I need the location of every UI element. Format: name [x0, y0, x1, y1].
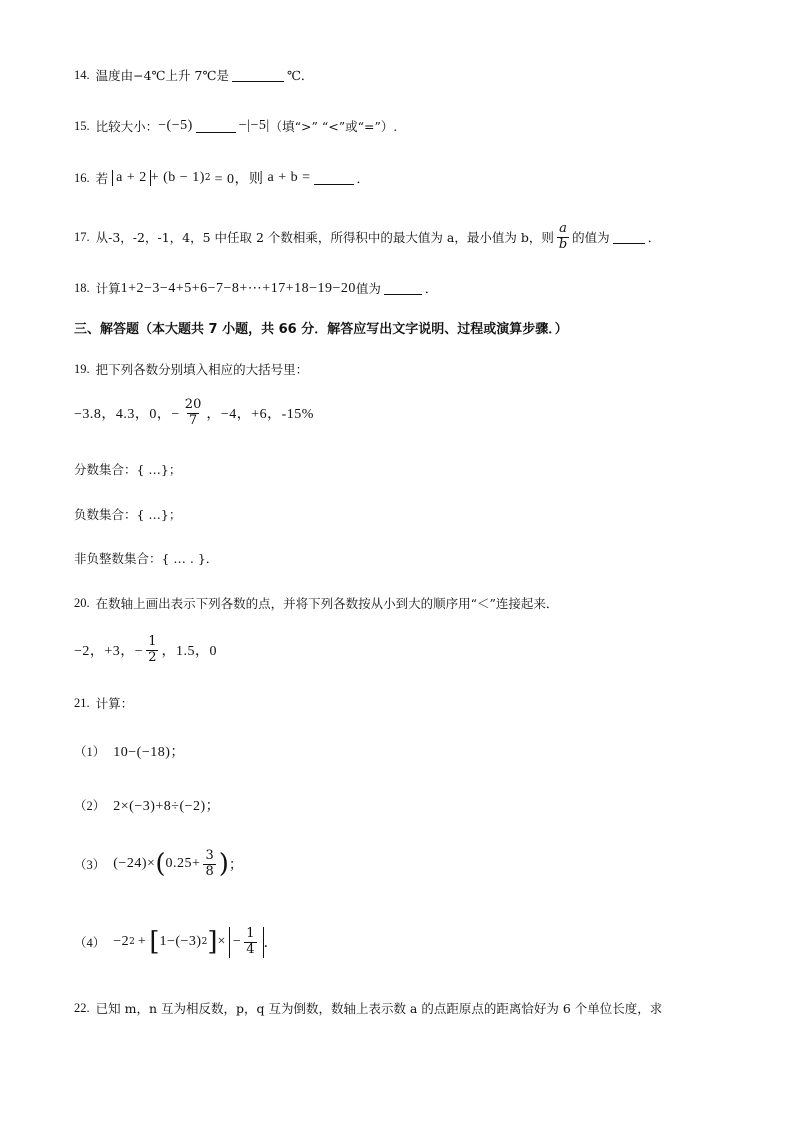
fraction-denominator: 7	[188, 412, 198, 428]
question-number: 21.	[74, 695, 90, 710]
question-text: 温度由−4℃上升 7℃是	[95, 68, 229, 83]
fraction	[183, 398, 204, 429]
question-text: 计算	[95, 281, 121, 296]
math-expression: ×	[217, 934, 226, 950]
math-expression: −3.8，4.3，0，−	[74, 407, 180, 423]
sub-question-3	[74, 849, 243, 880]
fraction-numerator: 3	[205, 848, 214, 863]
fraction-denominator: b	[558, 236, 568, 252]
math-expression: −2，+3，−	[74, 644, 144, 660]
math-expression: ．	[263, 936, 279, 952]
fraction	[146, 635, 158, 666]
question-text: 已知 m，n 互为相反数，p，q 互为倒数，数轴上表示数 a 的点距原点的距离恰好为 6 个单位长度，求	[95, 1001, 663, 1016]
math-expression: 10−(−18)；	[113, 745, 185, 760]
question-20	[74, 594, 558, 612]
answer-blank[interactable]	[384, 282, 422, 295]
sub-question-2	[74, 795, 220, 815]
question-text: ．	[647, 230, 661, 246]
question-text: 若	[95, 171, 109, 186]
left-paren-glyph: (	[155, 849, 166, 880]
question-number: 16.	[74, 170, 90, 185]
math-expression: 1−(−3)	[159, 934, 202, 950]
right-paren-glyph: )	[218, 849, 229, 880]
question-18	[74, 279, 437, 297]
math-expression: 2×(−3)+8÷(−2)；	[113, 799, 221, 814]
question-number: 15.	[74, 118, 90, 133]
question-22	[74, 999, 662, 1017]
answer-blank[interactable]	[314, 172, 354, 185]
number-list	[74, 398, 314, 429]
question-number: 20.	[74, 595, 90, 610]
question-text: 在数轴上画出表示下列各数的点，并将下列各数按从小到大的顺序用“＜”连接起来．	[95, 596, 559, 611]
fraction-numerator: 1	[246, 926, 255, 941]
left-bracket-glyph: [	[149, 927, 160, 958]
math-expression: −	[232, 934, 242, 950]
question-number: 19.	[74, 361, 90, 376]
math-expression: a + b =	[267, 170, 311, 185]
math-expression: ；	[228, 858, 244, 874]
math-expression: ，−4，+6，-15%	[206, 407, 314, 423]
sub-question-label: （4）	[74, 936, 106, 951]
math-expression: + (b − 1)	[150, 170, 205, 185]
question-number: 17.	[74, 229, 90, 244]
fraction	[244, 927, 256, 958]
sub-question-label: （2）	[74, 799, 106, 813]
fraction-set: 分数集合：{ …}；	[74, 462, 182, 477]
fraction-numerator: a	[559, 221, 567, 236]
question-text: 的值为	[572, 230, 610, 246]
question-17	[74, 222, 660, 253]
fraction-denominator: 8	[205, 863, 214, 879]
fraction-numerator: 20	[184, 397, 202, 412]
sub-question-label: （1）	[74, 745, 106, 759]
sub-question-1	[74, 741, 185, 761]
negative-set: 负数集合：{ …}；	[74, 507, 182, 522]
fraction	[203, 849, 215, 880]
question-text: （填“>” “<”或“=”）.	[269, 119, 398, 134]
answer-blank[interactable]	[613, 231, 645, 244]
sub-question-4	[74, 927, 278, 958]
question-text: ．	[424, 281, 438, 296]
question-19	[74, 360, 308, 378]
question-text: 比较大小：	[95, 119, 159, 134]
question-text: 把下列各数分别填入相应的大括号里：	[95, 362, 309, 377]
answer-blank[interactable]	[232, 69, 284, 82]
question-number: 22.	[74, 1000, 90, 1015]
math-expression: +	[137, 934, 147, 950]
sub-question-label: （3）	[74, 858, 106, 873]
question-text: ℃．	[286, 68, 314, 83]
question-15	[74, 117, 397, 135]
section-heading: 三、解答题（本大题共 7 小题，共 66 分．解答应写出文字说明、过程或演算步骤．）	[74, 322, 568, 337]
number-list	[74, 635, 217, 666]
question-text: ．	[356, 171, 370, 186]
math-exponent: 2	[201, 937, 208, 948]
math-expression: = 0，则	[214, 172, 264, 187]
math-expression: 1+2−3−4+5+6−7−8+⋯+17+18−19−20	[120, 280, 356, 296]
answer-blank[interactable]	[196, 120, 236, 133]
question-text: 从-3，-2，-1，4，5 中任取 2 个数相乘，所得积中的最大值为 a，最小值为 b，则	[95, 230, 554, 246]
question-number: 14.	[74, 67, 90, 82]
math-abs-expression: a + 2	[112, 170, 151, 186]
math-expression: ，1.5，0	[161, 644, 217, 660]
fraction	[557, 222, 569, 253]
math-abs-expression	[229, 927, 264, 958]
question-text: 值为	[355, 281, 381, 296]
question-number: 18.	[74, 280, 90, 295]
math-expression: −2	[113, 934, 130, 950]
question-text: 计算：	[95, 696, 134, 711]
question-14	[74, 66, 313, 84]
math-exponent: 2	[204, 173, 211, 183]
nonnegative-integer-set: 非负整数集合：{ … . }．	[74, 551, 219, 566]
question-21	[74, 694, 133, 712]
math-expression: −(−5)	[158, 118, 193, 133]
math-expression: −|−5|	[238, 118, 270, 133]
math-expression: 0.25+	[165, 856, 201, 872]
question-16	[74, 168, 369, 188]
fraction-denominator: 4	[246, 941, 255, 957]
fraction-numerator: 1	[148, 634, 157, 649]
fraction-denominator: 2	[148, 649, 157, 665]
math-exponent: 2	[129, 937, 135, 948]
math-expression: (−24)×	[113, 856, 156, 872]
right-bracket-glyph: ]	[207, 927, 218, 958]
